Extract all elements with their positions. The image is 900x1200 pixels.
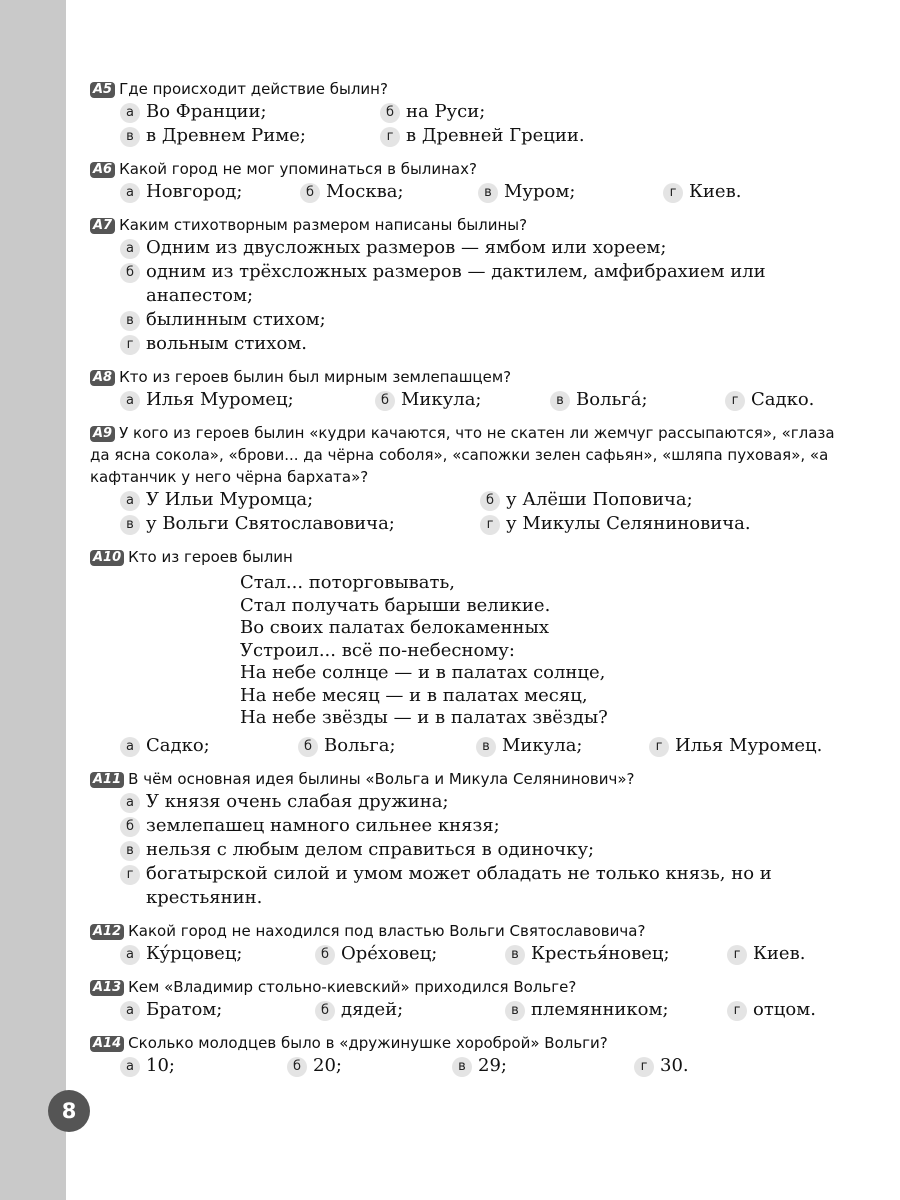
option-b[interactable] (315, 998, 505, 1022)
option-text: нельзя с любым делом справиться в одиночку; (146, 838, 595, 860)
option-text: у Вольги Святославовича; (146, 513, 395, 534)
option-b[interactable] (480, 488, 693, 512)
option-letter-badge: в (120, 311, 140, 331)
option-text: Вольгá; (576, 389, 648, 410)
option-letter-badge: а (120, 491, 140, 511)
question-text: Где происходит действие былин? (119, 80, 388, 98)
poem-line: На небе солнце — и в палатах солнце, (240, 662, 606, 683)
option-g[interactable] (120, 862, 835, 910)
question-a8 (90, 366, 835, 412)
option-v[interactable] (550, 388, 725, 412)
option-v[interactable] (120, 838, 835, 862)
question-a11 (90, 768, 835, 910)
option-b[interactable] (375, 388, 550, 412)
poem-line: Стал получать барыши великие. (240, 594, 551, 616)
option-b[interactable] (300, 180, 478, 204)
option-letter-badge: г (649, 737, 669, 757)
question-tag: A5 (90, 82, 115, 98)
option-letter-badge: г (727, 945, 747, 965)
question-a7 (90, 214, 835, 356)
option-a[interactable] (120, 790, 835, 814)
question-tag: A7 (90, 218, 115, 234)
option-a[interactable] (120, 942, 315, 966)
question-tag: A11 (90, 772, 124, 788)
option-letter-badge: б (300, 183, 320, 203)
option-g[interactable] (120, 332, 835, 356)
option-text: Илья Муромец. (675, 734, 823, 756)
option-letter-badge: г (727, 1001, 747, 1021)
option-v[interactable] (120, 512, 480, 536)
question-a10 (90, 546, 835, 758)
option-v[interactable] (505, 998, 727, 1022)
option-text: дядей; (341, 998, 404, 1020)
question-text: Какой город не мог упоминаться в былинах? (119, 160, 477, 178)
option-text: Москва; (326, 181, 404, 202)
option-text: Орéховец; (341, 942, 438, 964)
question-a6 (90, 158, 835, 204)
question-text: В чём основная идея былины «Вольга и Микула Селянинович»? (128, 769, 635, 788)
poem-line: Стал... поторговывать, (240, 572, 456, 593)
option-text: в Древнем Риме; (146, 125, 306, 146)
option-letter-badge: а (120, 793, 140, 813)
option-text: Одним из двусложных размеров — ямбом или хореем; (146, 237, 667, 258)
option-g[interactable] (725, 388, 814, 412)
option-letter-badge: а (120, 737, 140, 757)
option-letter-badge: б (375, 391, 395, 411)
option-a[interactable] (120, 388, 375, 412)
option-letter-badge: б (298, 737, 318, 757)
option-b[interactable] (315, 942, 505, 966)
option-letter-badge: г (663, 183, 683, 203)
option-letter-badge: б (120, 817, 140, 837)
option-v[interactable] (476, 734, 649, 758)
option-text: Садко; (146, 734, 210, 756)
option-letter-badge: б (120, 263, 140, 283)
question-text: Кем «Владимир стольно-киевский» приходился Вольге? (128, 977, 577, 996)
option-letter-badge: б (380, 103, 400, 123)
option-text: Братом; (146, 998, 223, 1020)
question-text: Сколько молодцев было в «дружинушке хороброй» Вольги? (128, 1033, 608, 1052)
option-a[interactable] (120, 488, 480, 512)
question-tag: A6 (90, 162, 115, 178)
option-g[interactable] (649, 734, 822, 758)
option-letter-badge: в (120, 127, 140, 147)
option-letter-badge: г (634, 1057, 654, 1077)
question-tag: A10 (90, 550, 124, 566)
option-letter-badge: г (120, 865, 140, 885)
option-g[interactable] (727, 998, 816, 1022)
option-letter-badge: а (120, 945, 140, 965)
option-letter-badge: в (505, 945, 525, 965)
question-tag: A13 (90, 980, 124, 996)
poem-excerpt (240, 572, 835, 730)
option-g[interactable] (727, 942, 805, 966)
option-b[interactable] (120, 814, 835, 838)
option-letter-badge: в (120, 515, 140, 535)
option-text: Киев. (689, 181, 742, 202)
option-text: Микула; (502, 734, 583, 756)
option-v[interactable] (452, 1054, 634, 1078)
option-letter-badge: а (120, 1001, 140, 1021)
option-letter-badge: в (452, 1057, 472, 1077)
option-text: Микула; (401, 389, 482, 410)
option-letter-badge: б (315, 1001, 335, 1021)
option-v[interactable] (505, 942, 727, 966)
option-letter-badge: в (478, 183, 498, 203)
option-g[interactable] (380, 124, 585, 148)
poem-line: Во своих палатах белокаменных (240, 617, 550, 638)
option-letter-badge: б (287, 1057, 307, 1077)
option-text: 20; (313, 1054, 342, 1076)
option-a[interactable] (120, 100, 380, 124)
option-a[interactable] (120, 236, 835, 260)
option-b[interactable] (380, 100, 485, 124)
option-text: Кýрцовец; (146, 942, 243, 964)
option-text: Муром; (504, 181, 576, 202)
poem-line: На небе звёзды — и в палатах звёзды? (240, 707, 608, 728)
option-a[interactable] (120, 734, 298, 758)
option-text: былинным стихом; (146, 309, 326, 330)
option-text: 10; (146, 1054, 175, 1076)
option-text: Илья Муромец; (146, 389, 294, 410)
question-text: Кто из героев былин был мирным землепашцем? (119, 368, 512, 386)
option-text: на Руси; (406, 101, 486, 122)
option-b[interactable] (120, 260, 835, 308)
question-text: Кто из героев былин (128, 548, 293, 566)
option-text: У князя очень слабая дружина; (146, 790, 449, 812)
page-number: 8 (48, 1090, 90, 1132)
option-text: одним из трёхсложных размеров — дактилем, амфибрахием или анапестом; (146, 261, 766, 306)
option-text: Вольга; (324, 734, 396, 756)
option-letter-badge: а (120, 103, 140, 123)
question-tag: A8 (90, 370, 115, 386)
option-letter-badge: а (120, 391, 140, 411)
option-text: племянником; (531, 998, 669, 1020)
option-g[interactable] (663, 180, 741, 204)
option-a[interactable] (120, 1054, 287, 1078)
option-text: у Микулы Селяниновича. (506, 513, 751, 534)
question-list (90, 78, 835, 1088)
option-letter-badge: а (120, 1057, 140, 1077)
option-text: у Алёши Поповича; (506, 489, 693, 510)
option-text: Киев. (753, 942, 806, 964)
option-b[interactable] (298, 734, 476, 758)
question-a14 (90, 1032, 835, 1078)
option-text: в Древней Греции. (406, 125, 585, 146)
option-letter-badge: а (120, 239, 140, 259)
option-b[interactable] (287, 1054, 452, 1078)
option-letter-badge: б (315, 945, 335, 965)
option-text: 30. (660, 1054, 689, 1076)
option-v[interactable] (120, 308, 835, 332)
option-letter-badge: г (120, 335, 140, 355)
question-text: У кого из героев былин «кудри качаются, что не скатен ли жемчуг рассыпаются», «глаза да ясна сокола», «брови... да чёрна соболя», «сапожки зелен сафьян», «шляпа пуховая», «а кафтанчик у него чёрна бархата»? (90, 424, 835, 486)
option-a[interactable] (120, 998, 315, 1022)
question-a12 (90, 920, 835, 966)
option-text: богатырской силой и умом может обладать не только князь, но и крестьянин. (146, 862, 772, 908)
option-letter-badge: а (120, 183, 140, 203)
option-text: У Ильи Муромца; (146, 489, 314, 510)
option-text: землепашец намного сильнее князя; (146, 814, 500, 836)
option-letter-badge: г (380, 127, 400, 147)
option-letter-badge: в (505, 1001, 525, 1021)
question-tag: A12 (90, 924, 124, 940)
option-g[interactable] (480, 512, 751, 536)
option-text: вольным стихом. (146, 333, 307, 354)
question-tag: A9 (90, 426, 115, 442)
option-text: Крестья́новец; (531, 942, 670, 964)
option-letter-badge: в (120, 841, 140, 861)
option-letter-badge: б (480, 491, 500, 511)
option-letter-badge: г (725, 391, 745, 411)
option-g[interactable] (634, 1054, 689, 1078)
question-a5 (90, 78, 835, 148)
poem-line: На небе месяц — и в палатах месяц, (240, 684, 588, 706)
option-letter-badge: г (480, 515, 500, 535)
option-text: отцом. (753, 998, 816, 1020)
option-text: Во Франции; (146, 101, 267, 122)
question-text: Каким стихотворным размером написаны былины? (119, 216, 528, 234)
question-a9 (90, 422, 835, 536)
option-letter-badge: в (476, 737, 496, 757)
option-text: Садко. (751, 389, 815, 410)
poem-line: Устроил... всё по-небесному: (240, 639, 515, 661)
option-text: 29; (478, 1054, 507, 1076)
question-tag: A14 (90, 1036, 124, 1052)
question-a13 (90, 976, 835, 1022)
page-margin-bar (0, 0, 66, 1200)
option-letter-badge: в (550, 391, 570, 411)
option-a[interactable] (120, 180, 300, 204)
question-text: Какой город не находился под властью Вольги Святославовича? (128, 921, 646, 940)
option-v[interactable] (120, 124, 380, 148)
option-v[interactable] (478, 180, 663, 204)
option-text: Новгород; (146, 181, 243, 202)
